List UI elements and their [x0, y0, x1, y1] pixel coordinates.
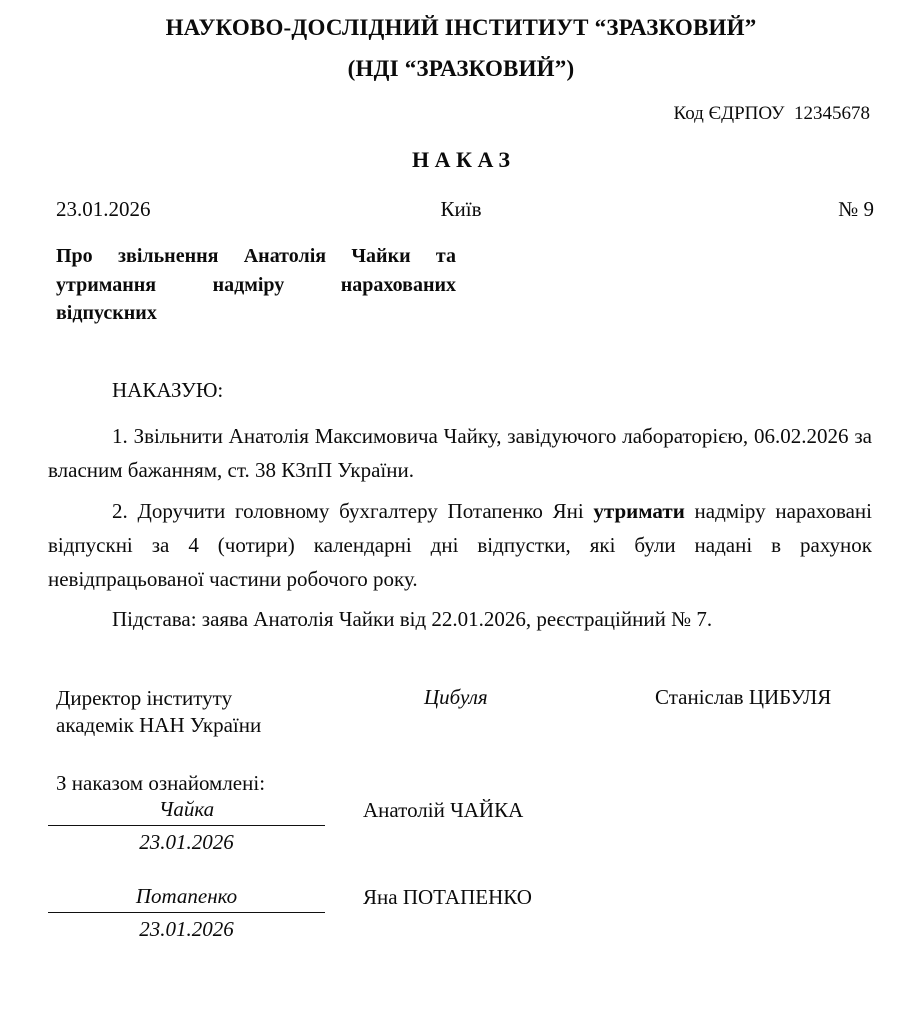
director-name: Станіслав ЦИБУЛЯ	[655, 684, 832, 709]
acknowledgement-date: 23.01.2026	[139, 916, 234, 941]
clause-2	[48, 494, 872, 596]
document-body	[48, 373, 872, 635]
clause-2-text-after: надміру нараховані відпускні за 4 (чотири) календарні дні відпустки, які були надані в рахунок невідпрацьованої частини робочого року.	[48, 498, 873, 591]
acknowledgement-row	[48, 797, 922, 873]
document-subject: Про звільнення Анатолія Чайки та утримання надміру нарахованих відпускних	[56, 245, 456, 325]
document-basis: Підстава: заява Анатолія Чайки від 22.01.2026, реєстраційний № 7.	[112, 606, 713, 631]
director-title	[56, 685, 396, 741]
acknowledgement-handwritten-signature: Потапенко	[135, 883, 238, 908]
organization-name-full: НАУКОВО-ДОСЛІДНИЙ ІНСТИТИУТ “ЗРАЗКОВИЙ”	[165, 15, 757, 40]
acknowledgement-heading: З наказом ознайомлені:	[56, 770, 266, 795]
clause-2-text-before: 2. Доручити головному бухгалтеру Потапенко Яні	[112, 498, 594, 523]
acknowledgement-signature-column	[48, 884, 325, 943]
document-meta-row	[0, 197, 922, 223]
document-type-title: НАКАЗ	[412, 147, 516, 173]
director-handwritten-signature: Цибуля	[424, 684, 488, 709]
acknowledgement-name: Анатолій ЧАЙКА	[363, 797, 524, 822]
document-place: Київ	[440, 197, 482, 222]
director-title-line-1: Директор інституту	[56, 685, 233, 710]
acknowledgement-date: 23.01.2026	[139, 829, 234, 854]
document-date: 23.01.2026	[56, 197, 151, 222]
organization-header	[0, 0, 922, 81]
acknowledgement-name: Яна ПОТАПЕНКО	[363, 884, 532, 909]
clause-1: 1. Звільнити Анатолія Максимовича Чайку, завідуючого лабораторією, 06.02.2026 за власним бажанням, ст. 38 КЗпП України.	[48, 424, 872, 483]
director-title-line-2: академік НАН України	[56, 713, 262, 738]
acknowledgement-signature-column	[48, 797, 325, 856]
order-verb: НАКАЗУЮ:	[112, 378, 224, 403]
acknowledgement-row	[48, 884, 922, 960]
clause-2-emphasis: утримати	[593, 498, 685, 523]
edrpou-code: Код ЄДРПОУ 12345678	[673, 103, 870, 125]
acknowledgement-handwritten-signature: Чайка	[158, 796, 215, 821]
director-signature-block	[56, 685, 922, 741]
document-number: № 9	[838, 197, 874, 222]
organization-name-short: (НДІ “ЗРАЗКОВИЙ”)	[347, 56, 575, 82]
